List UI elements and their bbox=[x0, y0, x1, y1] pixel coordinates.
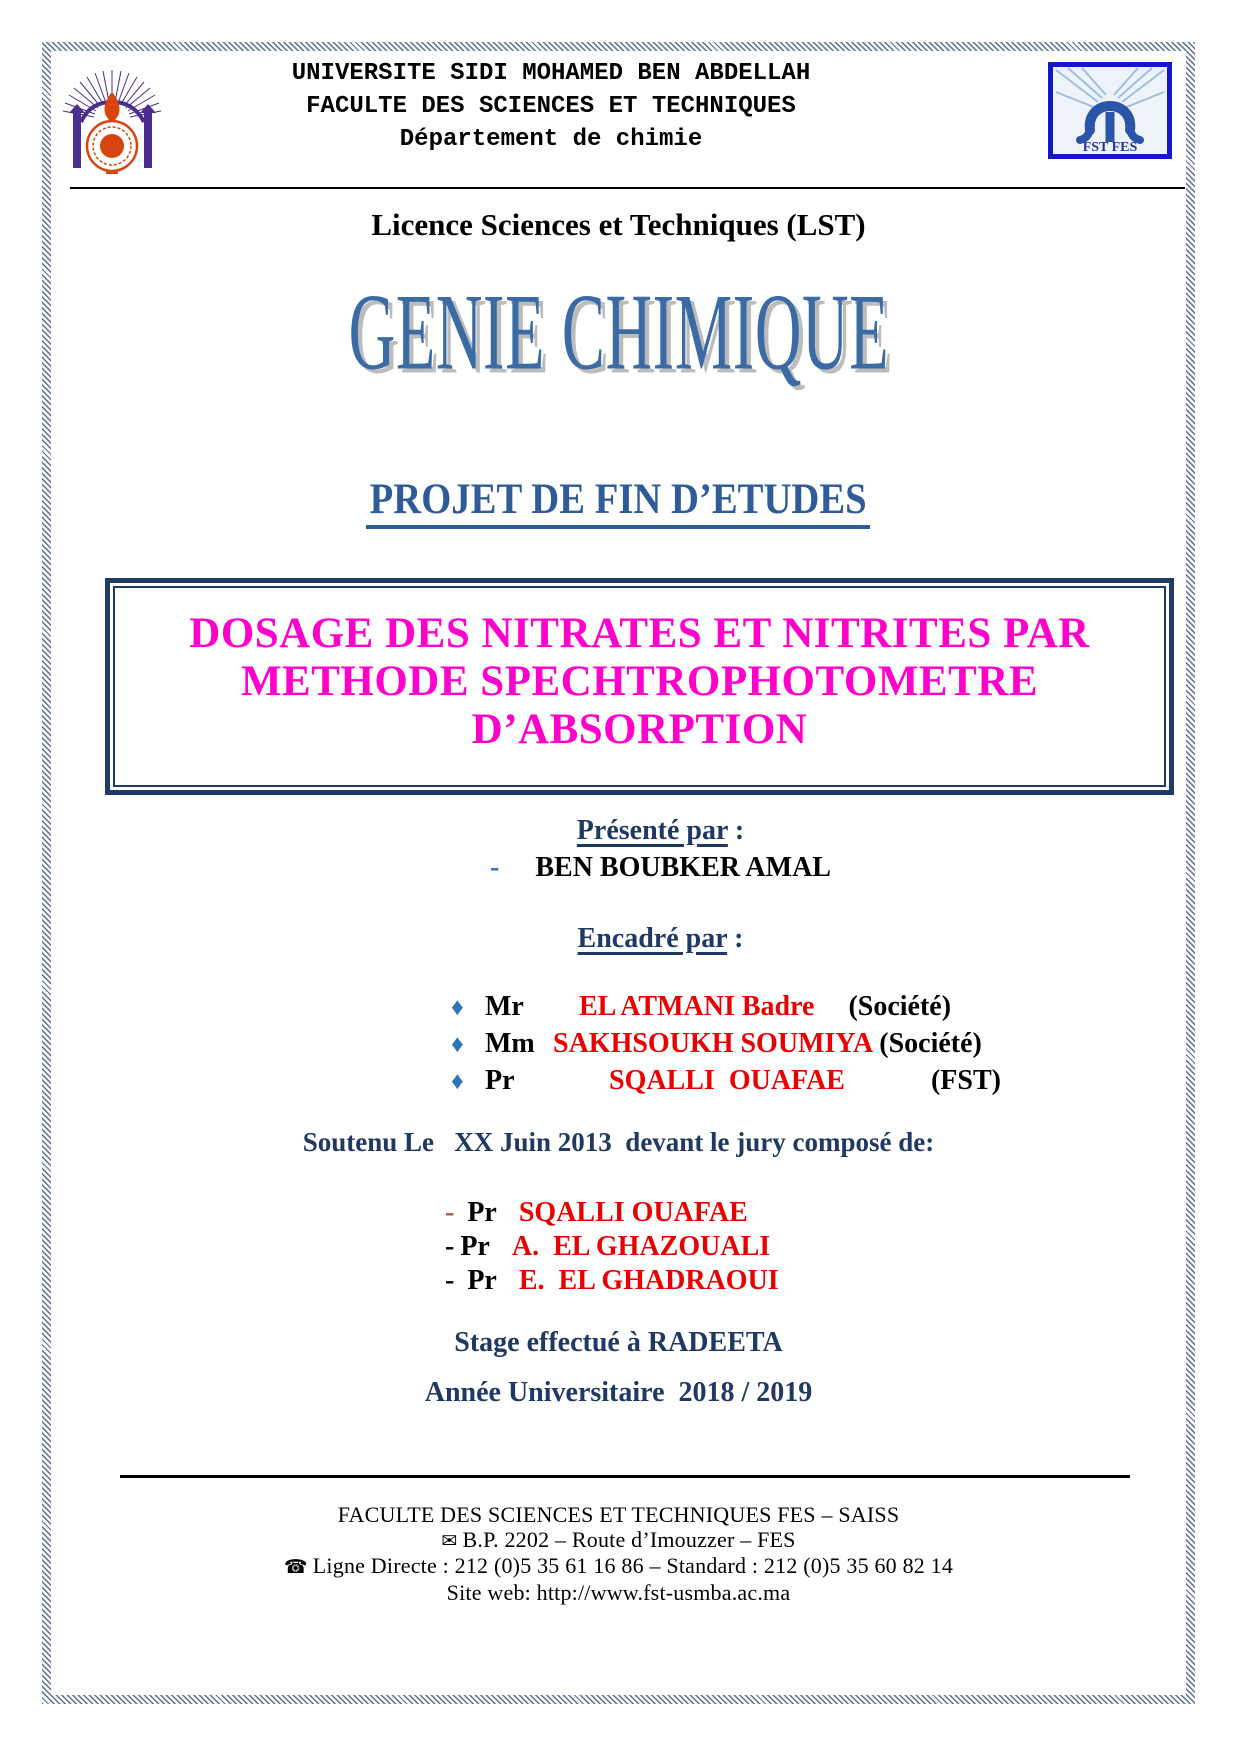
supervisor-org: (Société) bbox=[848, 991, 952, 1022]
supervisor-row bbox=[451, 991, 1186, 1028]
supervisors-list bbox=[51, 991, 1186, 1102]
footer-address-line bbox=[51, 1528, 1186, 1555]
supervised-by-label bbox=[51, 923, 1186, 955]
faculty-name: FACULTE DES SCIENCES ET TECHNIQUES bbox=[306, 93, 796, 120]
header-divider-line bbox=[70, 187, 1185, 189]
jury-dash: - bbox=[445, 1197, 462, 1228]
author-name: BEN BOUBKER AMAL bbox=[535, 852, 831, 883]
document-type-title: PROJET DE FIN D’ETUDES bbox=[366, 475, 870, 529]
author-dash: - bbox=[490, 852, 500, 883]
program-title: Licence Sciences et Techniques (LST) bbox=[371, 207, 866, 242]
jury-member-name: E. EL GHADRAOUI bbox=[518, 1265, 779, 1296]
presented-by-colon: : bbox=[727, 815, 745, 846]
jury-list bbox=[51, 1197, 1186, 1299]
footer-faculty-line: FACULTE DES SCIENCES ET TECHNIQUES FES – SAISS bbox=[337, 1502, 900, 1527]
fst-fes-logo bbox=[1048, 62, 1172, 159]
university-name: UNIVERSITE SIDI MOHAMED BEN ABDELLAH bbox=[291, 60, 811, 87]
supervisor-title: Mr bbox=[485, 991, 524, 1022]
supervisor-row bbox=[451, 1028, 1186, 1065]
university-header-text bbox=[51, 57, 1051, 156]
supervised-by-colon: : bbox=[727, 923, 744, 954]
presented-by-label-text: Présenté par bbox=[576, 815, 728, 846]
supervisor-name: SAKHSOUKH SOUMIYA bbox=[553, 1028, 874, 1059]
jury-title: Pr bbox=[467, 1265, 497, 1296]
decorative-page-border bbox=[42, 42, 1195, 1704]
jury-row bbox=[445, 1265, 1186, 1299]
jury-member-name: SQALLI OUAFAE bbox=[518, 1197, 748, 1228]
fst-fes-logo-text: FST FES bbox=[1082, 140, 1138, 155]
presented-by-label bbox=[51, 815, 1186, 847]
internship-line: Stage effectué à RADEETA bbox=[454, 1327, 783, 1358]
footer-phone-text: Ligne Directe : 212 (0)5 35 61 16 86 – Standard : 212 (0)5 35 60 82 14 bbox=[312, 1553, 954, 1578]
jury-dash: - bbox=[445, 1265, 462, 1296]
footer-phone-line bbox=[51, 1554, 1186, 1581]
page-content-area bbox=[51, 51, 1186, 1695]
jury-title: Pr bbox=[467, 1197, 497, 1228]
supervisor-row bbox=[451, 1065, 1186, 1102]
mail-icon: ✉ bbox=[441, 1530, 458, 1552]
author-line bbox=[51, 852, 1186, 884]
supervised-by-label-text: Encadré par bbox=[577, 923, 728, 954]
department-name: Département de chimie bbox=[399, 126, 703, 153]
document-type-wrap bbox=[51, 475, 1186, 529]
supervisor-title: Mm bbox=[485, 1028, 535, 1059]
banner-title-wrap bbox=[51, 271, 1186, 393]
diamond-bullet-icon: ♦ bbox=[451, 1068, 464, 1095]
supervisor-org: (Société) bbox=[879, 1028, 982, 1059]
jury-row bbox=[445, 1197, 1186, 1231]
jury-title: Pr bbox=[460, 1231, 490, 1262]
banner-title: GENIE CHIMIQUE bbox=[348, 271, 889, 393]
report-title-line-3: D’ABSORPTION bbox=[471, 706, 808, 753]
footer-address-text: B.P. 2202 – Route d’Imouzzer – FES bbox=[462, 1526, 796, 1552]
academic-year-line: Année Universitaire 2018 / 2019 bbox=[424, 1377, 813, 1408]
jury-dash: - bbox=[445, 1231, 455, 1262]
report-title-box-inner bbox=[113, 586, 1166, 787]
footer-block bbox=[51, 1503, 1186, 1605]
supervisor-org: (FST) bbox=[930, 1065, 1001, 1096]
supervisor-title: Pr bbox=[485, 1065, 515, 1096]
report-title-line-2: METHODE SPECHTROPHOTOMETRE bbox=[240, 658, 1039, 705]
report-title-line-1: DOSAGE DES NITRATES ET NITRITES PAR bbox=[189, 610, 1090, 657]
diamond-bullet-icon: ♦ bbox=[451, 1031, 464, 1058]
supervisor-name: EL ATMANI Badre bbox=[579, 991, 815, 1022]
diamond-bullet-icon: ♦ bbox=[451, 994, 464, 1021]
jury-row bbox=[445, 1231, 1186, 1265]
phone-icon: ☎ bbox=[283, 1557, 308, 1578]
footer-website-line: Site web: http://www.fst-usmba.ac.ma bbox=[446, 1579, 791, 1605]
report-title-box bbox=[105, 578, 1174, 795]
footer-divider-line bbox=[120, 1475, 1130, 1478]
supervisor-name: SQALLI OUAFAE bbox=[609, 1065, 845, 1096]
defense-intro-line: Soutenu Le XX Juin 2013 devant le jury composé de: bbox=[302, 1127, 935, 1157]
jury-member-name: A. EL GHAZOUALI bbox=[511, 1231, 771, 1262]
